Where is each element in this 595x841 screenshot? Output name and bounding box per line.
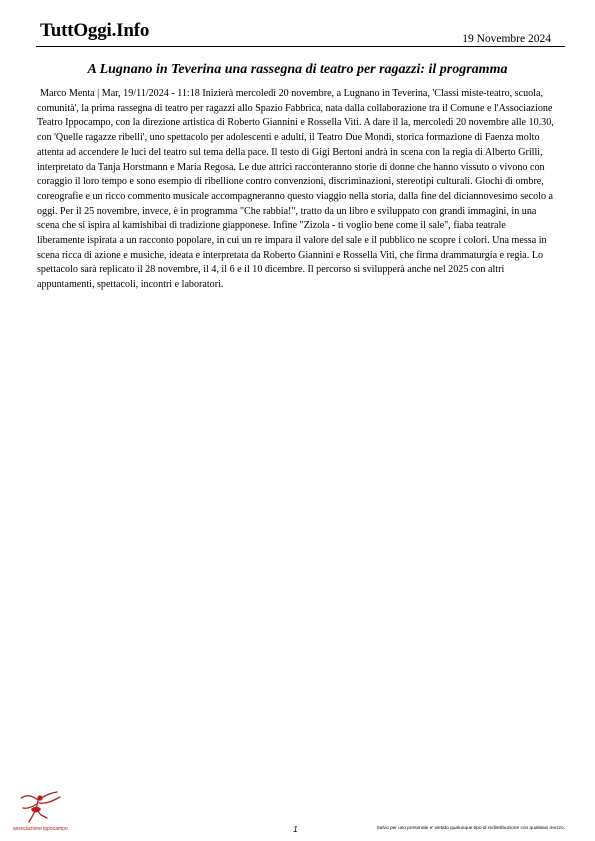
ippocampo-figure-icon bbox=[17, 789, 63, 825]
article-headline: A Lugnano in Teverina una rassegna di teatro per ragazzi: il programma bbox=[87, 62, 508, 77]
site-title: TuttOggi.Info bbox=[40, 20, 150, 41]
header-divider bbox=[36, 46, 565, 47]
redistribution-disclaimer: Salvo per uso personale e' vietato qualunque tipo di redistribuzione con qualsiasi mezzo. bbox=[376, 826, 565, 831]
page-number: 1 bbox=[293, 824, 298, 834]
issue-date: 19 Novembre 2024 bbox=[462, 33, 551, 45]
article-text: Inizierà mercoledì 20 novembre, a Lugnano in Teverina, 'Classi miste-teatro, scuola, comunità', la prima rassegna di teatro per ragazzi allo Spazio Fabbrica, nata dalla collaborazione tra il Comune e l'Associazione Teatro Ippocampo, con la direzione artistica di Roberto Giannini e Rossella Viti. A dare il la, mercoledì 20 novembre alle 10.30, con 'Quelle ragazze ribelli', uno spettacolo per adolescenti e adulti, il Teatro Due Mondi, storica formazione di Faenza molto attenta ad accendere le luci del teatro sul tema della pace. Il testo di Gigi Bertoni andrà in scena con la regia di Alberto Grilli, interpretato da Tanja Horstmann e Maria Regosa. Le due attrici racconteranno storie di donne che hanno vissuto o vivono con coraggio il loro tempo e sono esempio di ribellione contro convenzioni, discriminazioni, stereotipi culturali. Giochi di ombre, coreografie e un ricco commento musicale accompagneranno questo viaggio nella storia, dalla fine del diciannovesimo secolo a oggi. Per il 25 novembre, invece, è in programma "Che rabbia!", tratto da un libro e sviluppato con grandi immagini, in una scena che si ispira al kamishibai di tradizione giapponese. Infine "Zizola - ti voglio bene come il sale", fiaba teatrale liberamente ispirata a un racconto popolare, in cui un re impara il valore del sale e il pubblico ne scopre i colori. Una messa in scena ricca di azione e musiche, ideata e interpretata da Roberto Giannini e Rossella Viti, che firma drammaturgia e regia. Lo spettacolo sarà replicato il 28 novembre, il 4, il 6 e il 10 dicembre. Il percorso si svilupperà anche nel 2025 con altri appuntamenti, spettacoli, incontri e laboratori. bbox=[37, 88, 554, 291]
ippocampo-logo bbox=[13, 789, 73, 835]
article-body bbox=[37, 87, 554, 293]
logo-caption: associazione ippocampo bbox=[13, 826, 68, 832]
article-byline: Marco Menta | Mar, 19/11/2024 - 11:18 bbox=[40, 88, 200, 99]
